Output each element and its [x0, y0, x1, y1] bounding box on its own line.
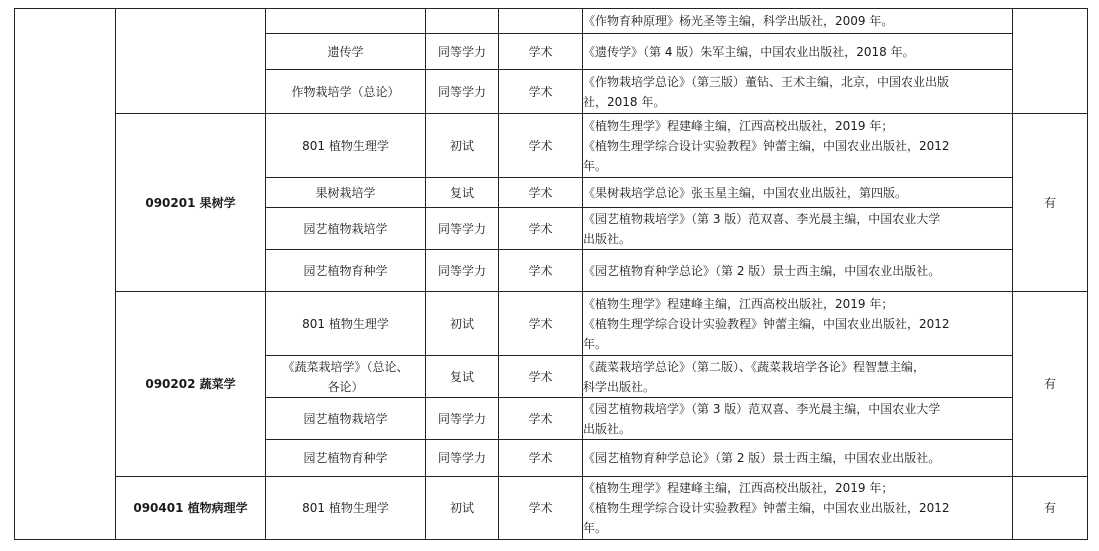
exam-type-cell: 同等学力	[426, 208, 499, 250]
course-cell: 801 植物生理学	[266, 477, 426, 540]
reference-book-cell: 《植物生理学》程建峰主编，江西高校出版社，2019 年； 《植物生理学综合设计实验教程》钟蕾主编，中国农业出版社，2012 年。	[583, 292, 1013, 356]
flag-cell	[1013, 9, 1088, 114]
degree-type-cell: 学术	[499, 440, 583, 477]
flag-cell: 有	[1013, 477, 1088, 540]
table-row	[15, 292, 1088, 356]
major-cell: 090201 果树学	[116, 114, 266, 292]
course-cell: 801 植物生理学	[266, 114, 426, 178]
exam-type-cell: 同等学力	[426, 440, 499, 477]
course-cell: 遗传学	[266, 34, 426, 70]
reference-book-cell: 《植物生理学》程建峰主编，江西高校出版社，2019 年； 《植物生理学综合设计实验教程》钟蕾主编，中国农业出版社，2012 年。	[583, 114, 1013, 178]
course-cell: 果树栽培学	[266, 178, 426, 208]
reference-book-cell: 《园艺植物栽培学》（第 3 版）范双喜、李光晨主编，中国农业大学 出版社。	[583, 208, 1013, 250]
degree-type-cell: 学术	[499, 178, 583, 208]
flag-cell: 有	[1013, 292, 1088, 477]
degree-type-cell	[499, 9, 583, 34]
course-cell: 《蔬菜栽培学》（总论、 各论）	[266, 356, 426, 398]
course-cell: 园艺植物栽培学	[266, 398, 426, 440]
degree-type-cell: 学术	[499, 292, 583, 356]
course-cell: 园艺植物栽培学	[266, 208, 426, 250]
reference-book-cell: 《蔬菜栽培学总论》（第二版）、《蔬菜栽培学各论》程智慧主编， 科学出版社。	[583, 356, 1013, 398]
degree-type-cell: 学术	[499, 250, 583, 292]
reference-book-cell: 《植物生理学》程建峰主编，江西高校出版社，2019 年； 《植物生理学综合设计实验教程》钟蕾主编，中国农业出版社，2012 年。	[583, 477, 1013, 540]
reference-book-cell: 《作物育种原理》杨光圣等主编，科学出版社，2009 年。	[583, 9, 1013, 34]
major-cell: 090202 蔬菜学	[116, 292, 266, 477]
degree-type-cell: 学术	[499, 208, 583, 250]
reference-book-cell: 《园艺植物栽培学》（第 3 版）范双喜、李光晨主编，中国农业大学 出版社。	[583, 398, 1013, 440]
flag-cell: 有	[1013, 114, 1088, 292]
table-row	[15, 9, 1088, 34]
reference-book-cell: 《遗传学》（第 4 版）朱军主编，中国农业出版社，2018 年。	[583, 34, 1013, 70]
major-cell: 090401 植物病理学	[116, 477, 266, 540]
exam-type-cell: 同等学力	[426, 34, 499, 70]
degree-type-cell: 学术	[499, 398, 583, 440]
table-row	[15, 477, 1088, 540]
degree-type-cell: 学术	[499, 114, 583, 178]
course-cell: 园艺植物育种学	[266, 440, 426, 477]
reference-book-cell: 《果树栽培学总论》张玉星主编，中国农业出版社，第四版。	[583, 178, 1013, 208]
exam-subjects-table	[14, 8, 1088, 540]
college-cell	[15, 9, 116, 540]
degree-type-cell: 学术	[499, 70, 583, 114]
exam-type-cell: 初试	[426, 292, 499, 356]
exam-type-cell: 初试	[426, 477, 499, 540]
course-cell: 园艺植物育种学	[266, 250, 426, 292]
table-row	[15, 114, 1088, 178]
major-cell	[116, 9, 266, 114]
exam-type-cell: 初试	[426, 114, 499, 178]
reference-book-cell: 《园艺植物育种学总论》（第 2 版）景士西主编，中国农业出版社。	[583, 440, 1013, 477]
course-cell	[266, 9, 426, 34]
exam-type-cell: 同等学力	[426, 250, 499, 292]
degree-type-cell: 学术	[499, 477, 583, 540]
exam-type-cell: 同等学力	[426, 70, 499, 114]
reference-book-cell: 《作物栽培学总论》（第三版）董钻、王术主编，北京，中国农业出版 社，2018 年。	[583, 70, 1013, 114]
exam-type-cell: 同等学力	[426, 398, 499, 440]
exam-type-cell: 复试	[426, 178, 499, 208]
degree-type-cell: 学术	[499, 34, 583, 70]
exam-type-cell: 复试	[426, 356, 499, 398]
course-cell: 作物栽培学（总论）	[266, 70, 426, 114]
exam-type-cell	[426, 9, 499, 34]
degree-type-cell: 学术	[499, 356, 583, 398]
course-cell: 801 植物生理学	[266, 292, 426, 356]
reference-book-cell: 《园艺植物育种学总论》（第 2 版）景士西主编，中国农业出版社。	[583, 250, 1013, 292]
